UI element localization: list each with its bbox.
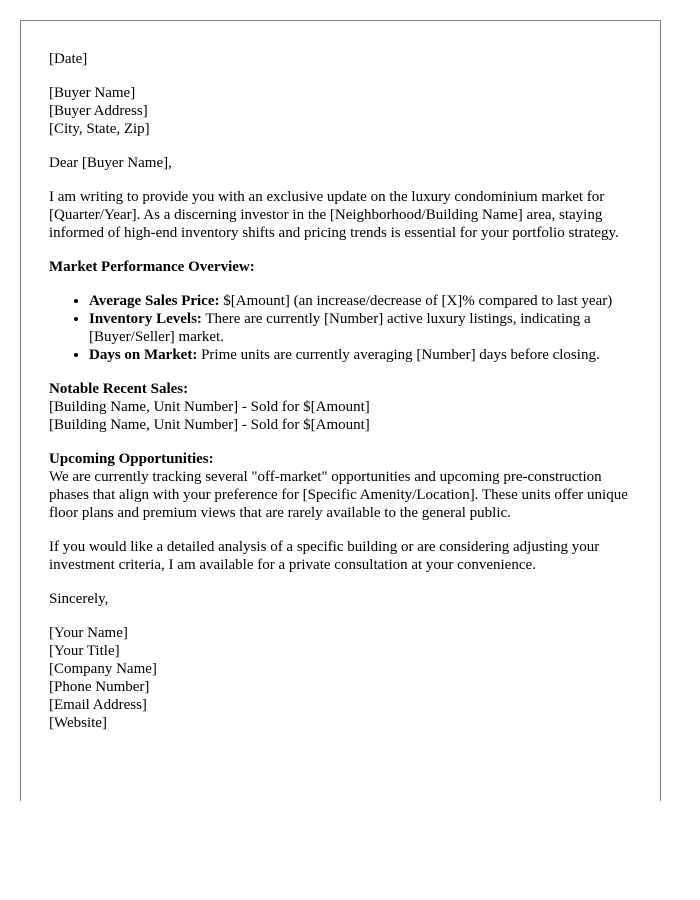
list-item-text: Prime units are currently averaging [Number] days before closing. xyxy=(197,347,600,363)
market-performance-heading: Market Performance Overview: xyxy=(49,259,255,275)
signature-email: [Email Address] xyxy=(49,697,147,713)
list-item-label: Average Sales Price: xyxy=(89,293,220,309)
sign-off: Sincerely, xyxy=(49,591,109,607)
signature-phone: [Phone Number] xyxy=(49,679,150,695)
recent-sales-heading: Notable Recent Sales: xyxy=(49,381,189,397)
opportunities-heading: Upcoming Opportunities: xyxy=(49,451,214,467)
list-item-average-sales-price xyxy=(89,292,639,310)
opportunities-text: We are currently tracking several "off-market" opportunities and upcoming pre-construction phases that align with your preference for [Specific Amenity/Location]. These units offer unique floor plans and premium views that are rarely available to the general public. xyxy=(49,469,628,521)
list-item-label: Inventory Levels: xyxy=(89,311,202,327)
signature-company: [Company Name] xyxy=(49,661,157,677)
intro-paragraph: I am writing to provide you with an exclusive update on the luxury condominium market for [Quarter/Year]. As a discerning investor in the [Neighborhood/Building Name] area, staying informed of high-end inventory shifts and pricing trends is essential for your portfolio strategy. xyxy=(49,189,619,241)
letter-date: [Date] xyxy=(49,51,88,67)
signature-website: [Website] xyxy=(49,715,107,731)
market-performance-list xyxy=(49,292,639,364)
recipient-name: [Buyer Name] xyxy=(49,85,136,101)
recent-sale-line: [Building Name, Unit Number] - Sold for $[Amount] xyxy=(49,417,370,433)
list-item-days-on-market xyxy=(89,346,639,364)
recipient-city-state-zip: [City, State, Zip] xyxy=(49,121,150,137)
signature-name: [Your Name] xyxy=(49,625,128,641)
recipient-address: [Buyer Address] xyxy=(49,103,148,119)
letter-body xyxy=(49,50,639,748)
signature-block xyxy=(49,624,639,732)
letter-page xyxy=(20,20,661,801)
list-item-text: $[Amount] (an increase/decrease of [X]% compared to last year) xyxy=(219,293,613,309)
recent-sale-line: [Building Name, Unit Number] - Sold for $[Amount] xyxy=(49,399,370,415)
signature-title: [Your Title] xyxy=(49,643,120,659)
list-item-inventory-levels xyxy=(89,310,639,346)
salutation: Dear [Buyer Name], xyxy=(49,155,172,171)
list-item-label: Days on Market: xyxy=(89,347,198,363)
closing-paragraph: If you would like a detailed analysis of a specific building or are considering adjusting your investment criteria, I am available for a private consultation at your convenience. xyxy=(49,539,600,573)
recipient-block xyxy=(49,84,639,138)
opportunities-section xyxy=(49,450,639,522)
recent-sales-section xyxy=(49,380,639,434)
list-item-text: There are currently [Number] active luxury listings, indicating a [Buyer/Seller] market. xyxy=(89,311,591,345)
